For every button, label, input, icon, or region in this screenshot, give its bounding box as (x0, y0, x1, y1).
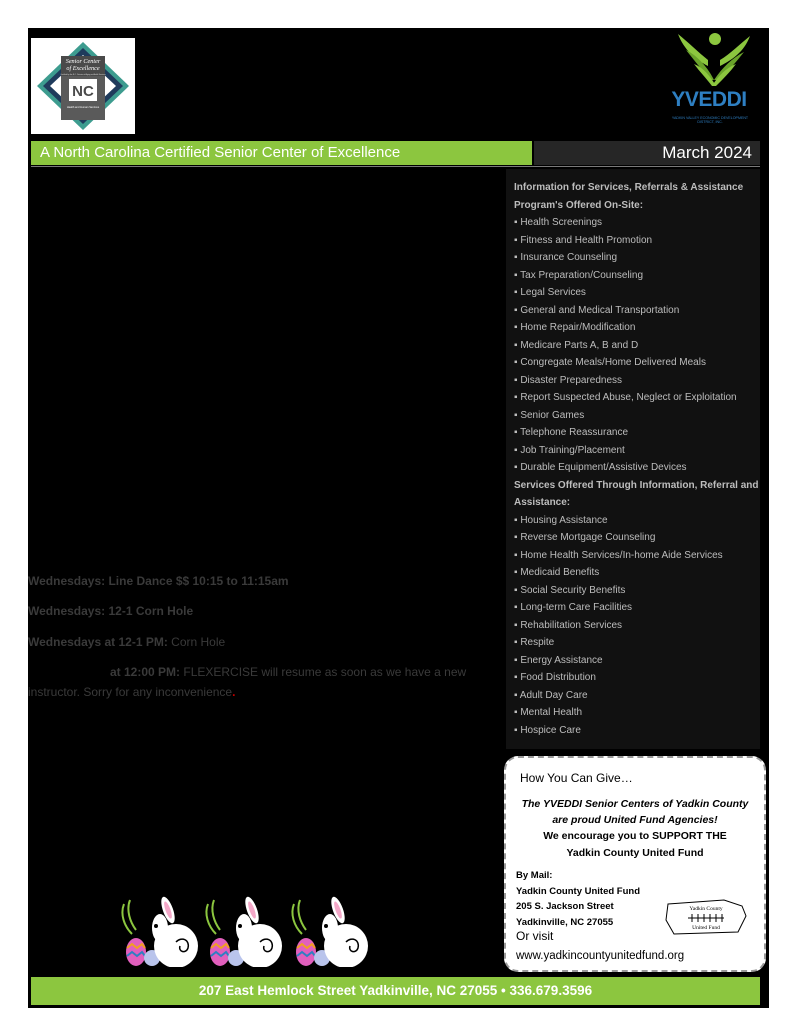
referral-item: ▪ Energy Assistance (514, 652, 760, 670)
give-title: How You Can Give… (520, 771, 633, 785)
bunny-egg-icon (116, 890, 206, 974)
united-fund-logo (664, 896, 750, 938)
easter-bunnies-decoration (116, 890, 392, 974)
united-fund-statement: The YVEDDI Senior Centers of Yadkin County are proud United Fund Agencies! (521, 798, 749, 826)
services-onsite-heading: Information for Services, Referrals & Assistance Program's Offered On-Site: (514, 182, 744, 211)
referral-item: ▪ Home Health Services/In-home Aide Services (514, 547, 760, 565)
service-item: ▪ Medicare Parts A, B and D (514, 337, 760, 355)
service-item: ▪ Congregate Meals/Home Delivered Meals (514, 354, 760, 372)
service-item: ▪ Report Suspected Abuse, Neglect or Exploitation (514, 389, 760, 407)
activity-line-dance: Wednesdays: Line Dance $$ 10:15 to 11:15am (28, 574, 289, 588)
activity-corn-hole-pm: Wednesdays at 12-1 PM: Corn Hole (28, 635, 226, 649)
service-item: ▪ Tax Preparation/Counseling (514, 267, 760, 285)
activity-apology: instructor. Sorry for any inconvenience. (28, 685, 236, 699)
referral-item: ▪ Reverse Mortgage Counseling (514, 529, 760, 547)
logo-dept: Health and Human Services (66, 106, 100, 109)
service-item: ▪ Disaster Preparedness (514, 372, 760, 390)
referral-item: ▪ Medicaid Benefits (514, 564, 760, 582)
svg-text:Yadkin County: Yadkin County (689, 906, 723, 912)
service-item: ▪ Home Repair/Modification (514, 319, 760, 337)
certification-banner: A North Carolina Certified Senior Center of Excellence (31, 141, 532, 165)
service-item: ▪ Telephone Reassurance (514, 424, 760, 442)
logo-line1: Senior Center (65, 58, 101, 65)
how-you-can-give-box (504, 756, 766, 972)
yveddi-logo (660, 30, 758, 126)
services-sidebar (506, 169, 760, 749)
yveddi-subtitle: YADKIN VALLEY ECONOMIC DEVELOPMENT DISTRICT, INC. (671, 116, 749, 124)
svg-text:United Fund: United Fund (692, 925, 720, 931)
logo-mark: NC (72, 83, 94, 100)
referral-item: ▪ Adult Day Care (514, 687, 760, 705)
united-fund-website-link[interactable]: www.yadkincountyunitedfund.org (516, 950, 685, 962)
service-item: ▪ Durable Equipment/Assistive Devices (514, 459, 760, 477)
service-item: ▪ Insurance Counseling (514, 249, 760, 267)
referral-item: ▪ Respite (514, 634, 760, 652)
logo-line2: of Excellence (66, 65, 100, 72)
senior-center-excellence-logo (31, 38, 135, 134)
issue-month: March 2024 (534, 141, 760, 165)
activity-flexercise: at 12:00 PM: FLEXERCISE will resume as soon as we have a new (110, 665, 467, 679)
header-divider (31, 166, 760, 167)
yveddi-title: YVEDDI (671, 88, 747, 111)
yveddi-figure-icon (660, 30, 758, 90)
service-item: ▪ Fitness and Health Promotion (514, 232, 760, 250)
referral-item: ▪ Hospice Care (514, 722, 760, 740)
services-referral-heading: Services Offered Through Information, Referral and Assistance: (514, 479, 759, 508)
activity-corn-hole: Wednesdays: 12-1 Corn Hole (28, 604, 194, 618)
logo-tagline: Certified by the N.C. Division of Aging and Adult Services (60, 74, 106, 76)
or-visit-label: Or visit (516, 929, 554, 943)
service-item: ▪ General and Medical Transportation (514, 302, 760, 320)
referral-item: ▪ Long-term Care Facilities (514, 599, 760, 617)
service-item: ▪ Job Training/Placement (514, 442, 760, 460)
newsletter-page (28, 28, 769, 1008)
footer-address: 207 East Hemlock Street Yadkinville, NC 27055 • 336.679.3596 (31, 977, 760, 1005)
referral-item: ▪ Rehabilitation Services (514, 617, 760, 635)
referral-item: ▪ Mental Health (514, 704, 760, 722)
service-item: ▪ Legal Services (514, 284, 760, 302)
referral-item: ▪ Social Security Benefits (514, 582, 760, 600)
referral-item: ▪ Housing Assistance (514, 512, 760, 530)
bunny-egg-icon (286, 890, 376, 974)
service-item: ▪ Health Screenings (514, 214, 760, 232)
service-item: ▪ Senior Games (514, 407, 760, 425)
mail-address: By Mail: Yadkin County United Fund 205 S. Jackson Street Yadkinville, NC 27055 (516, 870, 641, 928)
referral-item: ▪ Food Distribution (514, 669, 760, 687)
support-appeal: We encourage you to SUPPORT THE Yadkin County United Fund (543, 830, 727, 859)
bunny-egg-icon (200, 890, 290, 974)
